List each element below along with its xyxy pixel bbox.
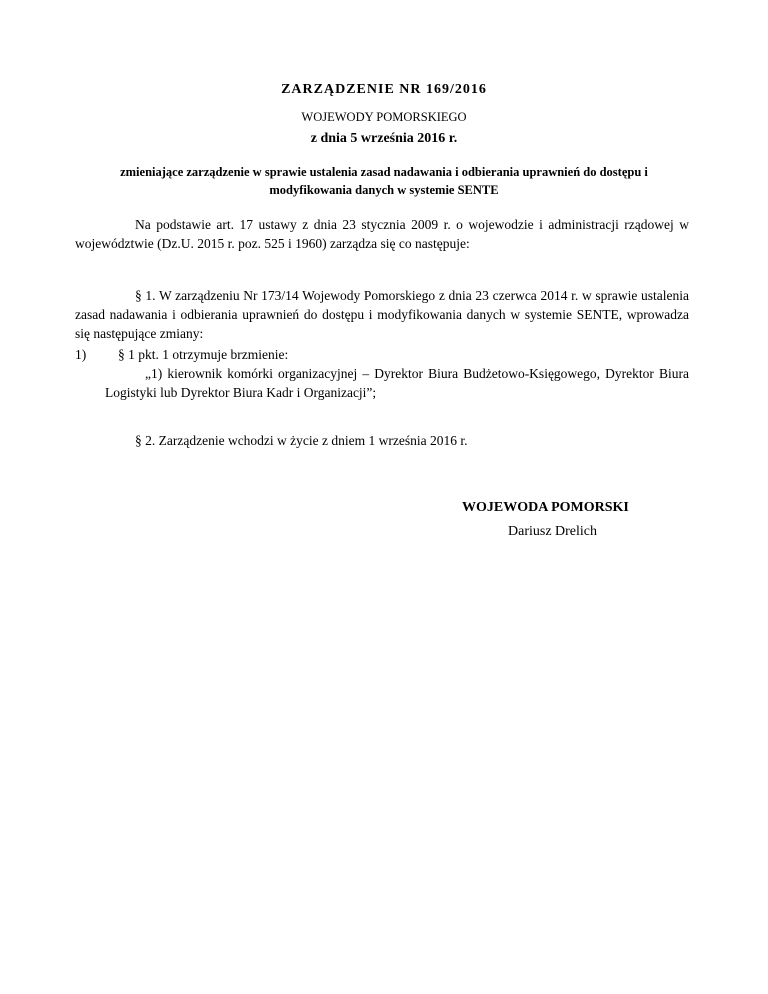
section-1-text: § 1. W zarządzeniu Nr 173/14 Wojewody Pomorskiego z dnia 23 czerwca 2014 r. w sprawie ustalenia zasad nadawania i odbierania uprawnień do dostępu i modyfikowania danych w systemie SENTE, wprowadza się następujące zmiany: (75, 288, 689, 341)
document-subject: zmieniające zarządzenie w sprawie ustalenia zasad nadawania i odbierania uprawnień do dostępu i modyfikowania danych w systemie SENTE (120, 165, 648, 197)
section-2-paragraph: § 2. Zarządzenie wchodzi w życie z dniem 1 września 2016 r. (135, 433, 468, 448)
item-1-quote-text: „1) kierownik komórki organizacyjnej – Dyrektor Biura Budżetowo-Księgowego, Dyrektor Biura Logistyki lub Dyrektor Biura Kadr i Organizacji”; (105, 366, 689, 400)
document-issuer: WOJEWODY POMORSKIEGO (301, 110, 467, 124)
signature-name: Dariusz Drelich (508, 524, 598, 539)
document-title: ZARZĄDZENIE NR 169/2016 (281, 82, 487, 97)
document-date: z dnia 5 września 2016 r. (310, 131, 458, 146)
preamble-paragraph (75, 215, 689, 253)
item-1-quote (105, 364, 689, 402)
signature-title: WOJEWODA POMORSKI (462, 500, 629, 515)
section-1-paragraph (75, 286, 689, 343)
item-1-number: 1) (75, 347, 87, 362)
item-1-lead: § 1 pkt. 1 otrzymuje brzmienie: (118, 347, 289, 362)
preamble-text: Na podstawie art. 17 ustawy z dnia 23 stycznia 2009 r. o wojewodzie i administracji rządowej w województwie (Dz.U. 2015 r. poz. 525 i 1960) zarządza się co następuje: (75, 217, 689, 251)
